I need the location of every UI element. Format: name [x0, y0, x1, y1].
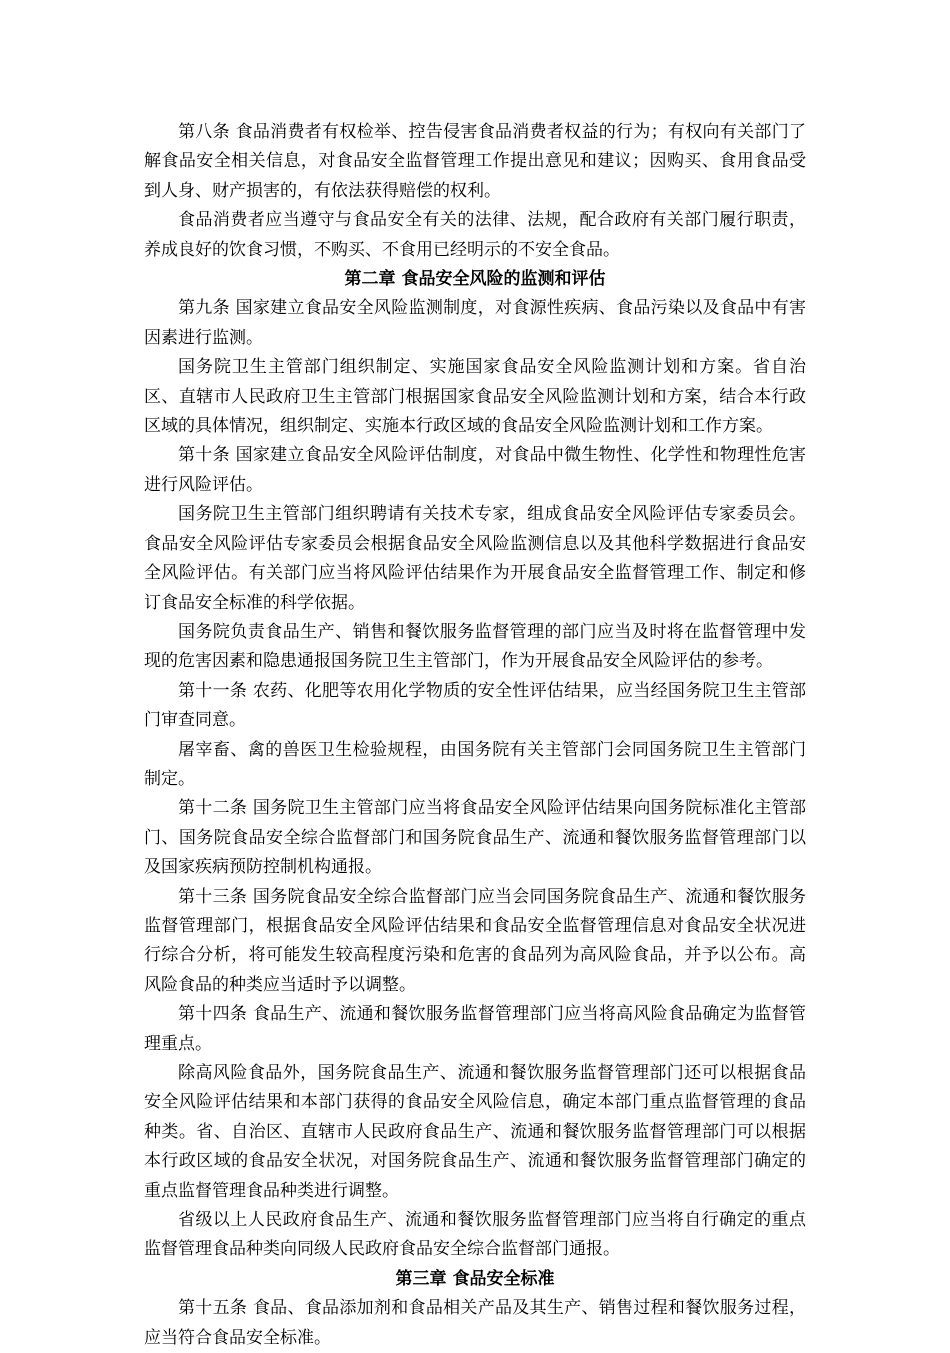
article-13-paragraph: 第十三条 国务院食品安全综合监督部门应当会同国务院食品生产、流通和餐饮服务监督管理部门，根据食品安全风险评估结果和食品安全监督管理信息对食品安全状况进行综合分析，将可能发生较高程度污染和危害的食品列为高风险食品，并予以公布。高风险食品的种类应当适时予以调整。: [144, 886, 806, 995]
chapter-2-heading: 第二章 食品安全风险的监测和评估: [344, 269, 606, 290]
consumer-duty-paragraph: 食品消费者应当遵守与食品安全有关的法律、法规，配合政府有关部门履行职责，养成良好的饮食习惯，不购买、不食用已经明示的不安全食品。: [144, 210, 806, 260]
monitoring-plan-paragraph: 国务院卫生主管部门组织制定、实施国家食品安全风险监测计划和方案。省自治区、直辖市人民政府卫生主管部门根据国家食品安全风险监测计划和方案，结合本行政区域的具体情况，组织制定、实施本行政区域的食品安全风险监测计划和工作方案。: [144, 357, 806, 437]
expert-committee-paragraph: 国务院卫生主管部门组织聘请有关技术专家，组成食品安全风险评估专家委员会。食品安全风险评估专家委员会根据食品安全风险监测信息以及其他科学数据进行食品安全风险评估。有关部门应当将风险评估结果作为开展食品安全监督管理工作、制定和修订食品安全标准的科学依据。: [144, 504, 806, 613]
article-8-paragraph: 第八条 食品消费者有权检举、控告侵害食品消费者权益的行为；有权向有关部门了解食品安全相关信息，对食品安全监督管理工作提出意见和建议；因购买、食用食品受到人身、财产损害的，有依法获得赔偿的权利。: [144, 122, 806, 201]
key-supervision-paragraph: 除高风险食品外，国务院食品生产、流通和餐饮服务监督管理部门还可以根据食品安全风险评估结果和本部门获得的食品安全风险信息，确定本部门重点监督管理的食品种类。省、自治区、直辖市人民政府食品生产、流通和餐饮服务监督管理部门可以根据本行政区域的食品安全状况，对国务院食品生产、流通和餐饮服务监督管理部门确定的重点监督管理食品种类进行调整。: [144, 1063, 806, 1201]
document-page: [144, 118, 806, 1353]
article-15-paragraph: 第十五条 食品、食品添加剂和食品相关产品及其生产、销售过程和餐饮服务过程，应当符合食品安全标准。: [144, 1298, 806, 1348]
article-10-paragraph: 第十条 国家建立食品安全风险评估制度，对食品中微生物性、化学性和物理性危害进行风险评估。: [144, 445, 806, 495]
hazard-report-paragraph: 国务院负责食品生产、销售和餐饮服务监督管理的部门应当及时将在监督管理中发现的危害因素和隐患通报国务院卫生主管部门，作为开展食品安全风险评估的参考。: [144, 621, 806, 672]
article-14-paragraph: 第十四条 食品生产、流通和餐饮服务监督管理部门应当将高风险食品确定为监督管理重点。: [144, 1004, 806, 1054]
article-12-paragraph: 第十二条 国务院卫生主管部门应当将食品安全风险评估结果向国务院标准化主管部门、国务院食品安全综合监督部门和国务院食品生产、流通和餐饮服务监督管理部门以及国家疾病预防控制机构通报。: [144, 798, 806, 878]
article-9-paragraph: 第九条 国家建立食品安全风险监测制度，对食源性疾病、食品污染以及食品中有害因素进行监测。: [144, 298, 806, 348]
provincial-report-paragraph: 省级以上人民政府食品生产、流通和餐饮服务监督管理部门应当将自行确定的重点监督管理食品种类向同级人民政府食品安全综合监督部门通报。: [144, 1210, 806, 1260]
chapter-3-heading: 第三章 食品安全标准: [395, 1268, 555, 1289]
slaughter-rules-paragraph: 屠宰畜、禽的兽医卫生检验规程，由国务院有关主管部门会同国务院卫生主管部门制定。: [144, 739, 806, 789]
article-11-paragraph: 第十一条 农药、化肥等农用化学物质的安全性评估结果，应当经国务院卫生主管部门审查同意。: [144, 680, 806, 731]
